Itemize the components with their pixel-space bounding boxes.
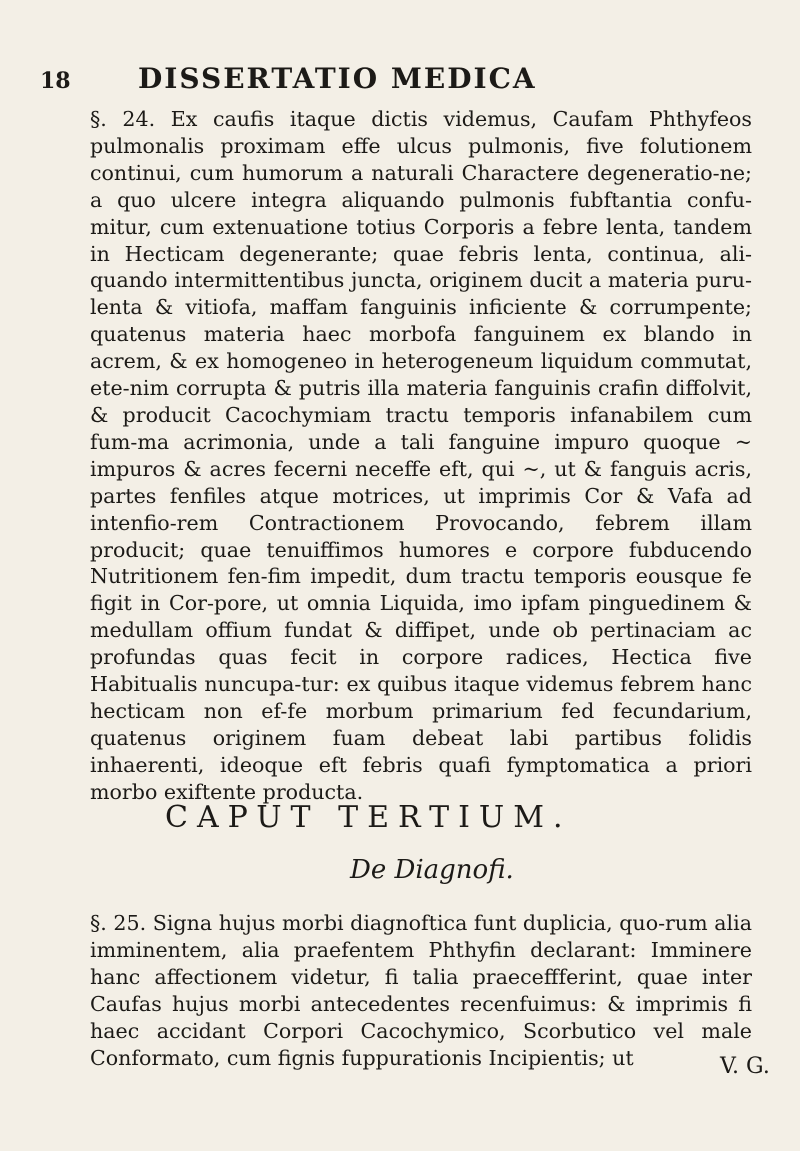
running-title: DISSERTATIO MEDICA	[138, 62, 537, 95]
section-25-paragraph: §. 25. Signa hujus morbi diagnoftica funt duplicia, quo-rum alia imminentem, alia praefentem Phthyfin declarant: Imminere hanc affectionem videtur, fi talia praeceffferint, quae inter Caufas hujus morbi antecedentes recenfuimus: & imprimis fi haec accidant Corpori Cacochymico, Scorbutico vel male Conformato, cum fignis fuppurationis Incipientis; ut	[90, 911, 752, 1070]
chapter-subheading: De Diagnofi.	[350, 855, 514, 885]
chapter-heading: CAPUT TERTIUM.	[165, 800, 572, 835]
section-24-paragraph: §. 24. Ex caufis itaque dictis videmus, Caufam Phthyfeos pulmonalis proximam effe ulcus pulmonis, five folutionem continui, cum humorum a naturali Charactere degeneratio-ne; a quo ulcere integra aliquando pulmonis fubftantia confu-mitur, cum extenuatione totius Corporis a febre lenta, tandem in Hecticam degenerante; quae febris lenta, continua, ali-quando intermittentibus juncta, originem ducit a materia puru-lenta & vitiofa, maffam fanguinis inficiente & corrumpente; quatenus materia haec morbofa fanguinem ex blando in acrem, & ex homogeneo in heterogeneum liquidum commutat, ete-nim corrupta & putris illa materia fanguinis crafin diffolvit, & producit Cacochymiam tractu temporis infanabilem cum fum-ma acrimonia, unde a tali fanguine impuro quoque ~ impuros & acres fecerni neceffe eft, qui ~, ut & fanguis acris, partes fenfiles atque motrices, ut imprimis Cor & Vafa ad intenfio-rem Contractionem Provocando, febrem illam producit; quae tenuiffimos humores e corpore fubducendo Nutritionem fen-fim impedit, dum tractu temporis eousque fe figit in Cor-pore, ut omnia Liquida, imo ipfam pinguedinem & medullam offium fundat & diffipet, unde ob pertinaciam ac profundas quas fecit in corpore radices, Hectica five Habitualis nuncupa-tur: ex quibus itaque videmus febrem hanc hecticam non ef-fe morbum primarium fed fecundarium, quatenus originem fuam debeat labi partibus folidis inhaerenti, ideoque eft febris quafi fymptomatica a priori morbo exiftente producta.	[90, 107, 752, 804]
page-number: 18	[40, 68, 71, 94]
page-header	[40, 62, 760, 98]
catchword: V. G.	[720, 1054, 770, 1079]
